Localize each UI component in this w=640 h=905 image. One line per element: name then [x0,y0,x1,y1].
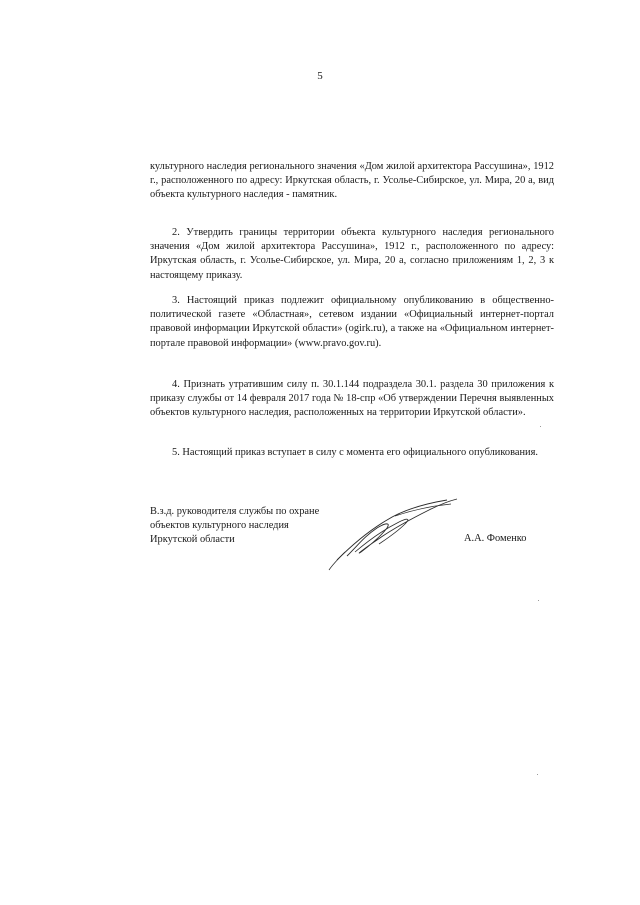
scan-speck [538,600,539,601]
signatory-position [150,505,319,548]
scan-speck [540,426,541,427]
signatory-position-line: Иркутской области [150,534,235,546]
signatory-position-line: В.з.д. руководителя службы по охране [150,506,320,517]
page-number: 5 [317,70,323,82]
paragraph-item-5: 5. Настоящий приказ вступает в силу с момента его официального опубликования. [172,447,538,458]
paragraph-item-3: 3. Настоящий приказ подлежит официальному опубликованию в общественно-политической газете «Областная», сетевом издании «Официальный интернет-портал правовой информации Иркутской области» (ogirk.ru), а также на «Официальном интернет-портале правовой информации» (www.pravo.gov.ru). [150,295,554,349]
paragraph-item-2: 2. Утвердить границы территории объекта культурного наследия регионального значения «Дом жилой архитектора Рассушина», 1912 г., расположенного по адресу: Иркутская область, г. Усолье-Сибирское, ул. Мира, 20 а, согласно приложениям 1, 2, 3 к настоящему приказу. [150,227,554,281]
paragraph-continuation: культурного наследия регионального значения «Дом жилой архитектора Рассушина», 1912 г., расположенного по адресу: Иркутская область, г. Усолье-Сибирское, ул. Мира, 20 а, вид объекта культурного наследия - памятник. [150,161,554,201]
scan-speck [537,774,538,775]
signer-name: А.А. Фоменко [464,533,527,544]
handwritten-signature [325,492,465,572]
paragraph-item-4: 4. Признать утратившим силу п. 30.1.144 подраздела 30.1. раздела 30 приложения к приказу службы от 14 февраля 2017 года № 18-спр «Об утверждении Перечня выявленных объектов культурного наследия, расположенных на территории Иркутской области». [150,379,554,419]
signatory-position-line: объектов культурного наследия [150,520,289,532]
